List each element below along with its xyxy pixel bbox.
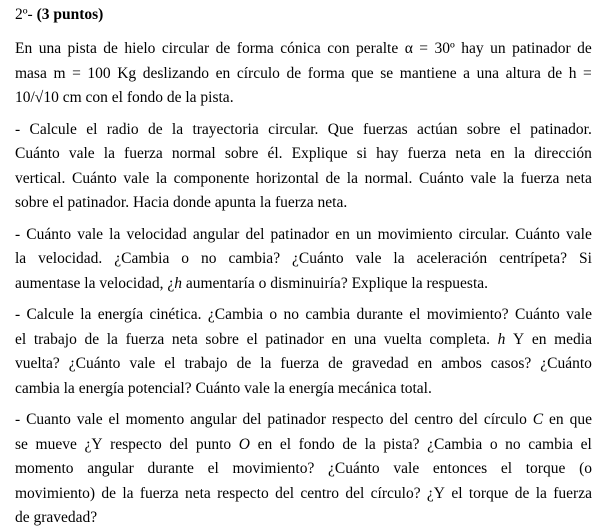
word: respecto	[217, 484, 269, 502]
word: patinador	[267, 411, 326, 428]
question-1-paragraph	[15, 118, 592, 216]
word: de	[547, 64, 563, 82]
word: el	[509, 120, 521, 138]
word: una	[353, 330, 377, 348]
q3-line-3	[15, 352, 592, 377]
word: Cuánto	[71, 169, 117, 187]
word: se	[15, 435, 28, 453]
word: Calcule	[26, 306, 74, 323]
word: entonces	[432, 460, 488, 477]
word: angular	[192, 225, 240, 243]
word	[533, 408, 543, 433]
word: no	[283, 306, 299, 323]
word: si	[356, 145, 367, 162]
word: ambos	[441, 355, 482, 372]
word: la	[513, 145, 526, 162]
question-4-paragraph	[15, 408, 592, 531]
word: ¿Y	[84, 435, 103, 453]
word: Cuánto	[515, 225, 560, 243]
word: sobre	[224, 145, 259, 162]
word: la	[346, 169, 358, 187]
word: vale	[76, 411, 103, 428]
word: una	[476, 64, 500, 82]
word: completa.	[429, 330, 491, 348]
word: forma	[307, 64, 345, 82]
q2-line-2	[15, 247, 592, 272]
q3-line-2	[15, 328, 592, 353]
word: cambia	[305, 306, 351, 323]
word: punto	[195, 435, 232, 453]
word: patinador	[512, 40, 571, 57]
word: vale	[355, 250, 382, 267]
word: a	[463, 64, 471, 82]
word: que	[351, 64, 374, 82]
math-variable: h	[497, 330, 506, 348]
word: sobre	[466, 120, 501, 138]
word: fuerza	[280, 355, 320, 372]
word: el	[15, 330, 27, 348]
word: en	[335, 225, 350, 243]
word: fuerza	[407, 145, 447, 162]
word: ¿Cambia	[114, 250, 170, 267]
word: centro	[300, 484, 340, 502]
word: círculo	[236, 64, 280, 82]
word: movimiento?	[426, 306, 509, 323]
q4-line-1	[15, 408, 592, 433]
word: él.	[267, 145, 283, 162]
word: hielo	[124, 40, 156, 57]
word: angular	[190, 411, 237, 428]
word: mueve	[35, 435, 77, 453]
word: peralte	[356, 40, 399, 57]
word: Y	[513, 330, 525, 348]
word: Cuanto	[26, 411, 71, 428]
word: vale	[68, 145, 95, 162]
word: media	[554, 330, 592, 348]
text-line: de gravedad?	[15, 509, 98, 526]
word: 100	[87, 64, 111, 82]
word: momento	[125, 411, 185, 428]
word: vale	[123, 169, 150, 187]
word: -	[15, 120, 21, 138]
word: en	[531, 330, 547, 348]
problem-number: 2º-	[15, 6, 37, 23]
word: el	[108, 411, 120, 428]
word: ¿Cuánto	[68, 355, 121, 372]
word: el	[279, 435, 291, 453]
word: torque	[468, 484, 509, 502]
word: el	[86, 120, 98, 138]
word: vertical.	[15, 169, 66, 187]
word: patinador.	[530, 120, 592, 138]
word: h	[568, 64, 577, 82]
word: del	[458, 411, 478, 428]
word: circular.	[458, 225, 509, 243]
word: de	[342, 435, 357, 453]
word: del	[169, 435, 189, 453]
word: en	[257, 435, 273, 453]
word: fuerza	[139, 484, 179, 502]
word: ¿Cuánto	[328, 460, 380, 477]
word: se	[380, 64, 394, 82]
word: fuerza	[125, 330, 165, 348]
word: vale	[470, 169, 497, 187]
word: centrípeta?	[499, 250, 568, 267]
word: la	[122, 484, 134, 502]
word: ¿Cambia	[207, 306, 263, 323]
intro-line-1	[15, 37, 592, 62]
word: fuerza	[553, 484, 592, 502]
word: mantiene	[399, 64, 457, 82]
word: trabajo	[184, 355, 228, 372]
word: del	[345, 484, 365, 502]
word: momento	[15, 460, 74, 477]
word: =	[419, 40, 429, 57]
word: la	[103, 145, 115, 162]
word: normal	[171, 145, 216, 162]
word: vale	[129, 355, 156, 372]
word: círculo	[483, 411, 527, 428]
word: o	[181, 250, 190, 267]
q1-line-3	[15, 167, 592, 192]
word: del	[389, 411, 409, 428]
word: ¿Cuánto	[540, 355, 592, 372]
word: En	[15, 40, 33, 57]
word: la	[171, 120, 184, 138]
text-line: cambia la energía potencial? Cuánto vale la energía mecánica total.	[15, 379, 432, 397]
word: cambia?	[228, 250, 281, 267]
word: de	[101, 484, 117, 502]
word: m	[53, 64, 66, 82]
word: una	[38, 40, 62, 57]
word: α	[404, 40, 413, 57]
q4-line-5	[15, 506, 592, 531]
word: de	[577, 40, 592, 57]
word: la	[106, 330, 118, 348]
word: Si	[579, 250, 592, 267]
word: la	[155, 169, 168, 187]
word: hay	[376, 145, 399, 162]
word: movimiento)	[15, 484, 96, 502]
word: patinador	[265, 330, 324, 348]
intro-paragraph	[15, 37, 592, 111]
text-line: aumentase la velocidad, ¿h aumentaría o disminuiría? Explique la respuesta.	[15, 274, 489, 292]
word: de	[236, 355, 252, 372]
word: el	[580, 435, 592, 453]
word: el	[409, 306, 421, 323]
word: Calcule	[29, 120, 77, 138]
word: dirección	[534, 145, 592, 162]
word: movimiento?	[232, 460, 315, 477]
word: no	[505, 435, 521, 453]
word: actúan	[417, 120, 458, 138]
word: el	[500, 460, 513, 477]
q2-line-3	[15, 272, 592, 297]
word: en	[215, 64, 231, 82]
word: de	[325, 169, 341, 187]
word: componente	[173, 169, 250, 187]
word: Que	[327, 120, 354, 138]
problem-heading	[15, 5, 592, 25]
word: de	[215, 40, 231, 57]
word: Kg	[117, 64, 137, 82]
word: de	[286, 64, 302, 82]
word: ¿Cuánto	[292, 250, 344, 267]
word: que	[569, 411, 592, 428]
word: la	[260, 355, 272, 372]
math-variable: C	[532, 411, 544, 428]
word: torque	[525, 460, 566, 477]
problem-points: (3 puntos)	[36, 6, 104, 23]
word: (o	[579, 460, 592, 477]
word: del	[242, 411, 262, 428]
word: la	[502, 169, 515, 187]
word: vuelta?	[15, 355, 60, 372]
word: pista?	[383, 435, 420, 453]
word: de	[514, 484, 530, 502]
word: o	[489, 435, 498, 453]
word: masa	[15, 64, 47, 82]
word: vale	[393, 460, 420, 477]
word: o	[269, 306, 278, 323]
word: =	[72, 64, 81, 82]
word: circular.	[268, 120, 319, 138]
word: aceleración	[416, 250, 488, 267]
word: el	[164, 355, 176, 372]
word: un	[490, 40, 506, 57]
word: en	[549, 411, 564, 428]
word: fondo	[298, 435, 335, 453]
word	[239, 433, 250, 458]
word: la	[80, 306, 92, 323]
word: Cuánto	[26, 225, 72, 243]
word: cónica	[280, 40, 321, 57]
word: angular	[87, 460, 134, 477]
word: la	[535, 484, 547, 502]
q4-line-3	[15, 457, 592, 482]
word: velocidad	[126, 225, 187, 243]
word: vale	[566, 306, 592, 323]
word: cinética.	[149, 306, 202, 323]
word: Cuánto	[515, 306, 560, 323]
text-line: 10/√10 cm con el fondo de la pista.	[15, 89, 234, 106]
word: vuelta	[383, 330, 422, 348]
word: durante	[356, 306, 403, 323]
q4-line-4	[15, 482, 592, 507]
intro-line-3	[15, 86, 592, 111]
word: centro	[414, 411, 454, 428]
word: -	[15, 225, 21, 243]
word: gravedad	[351, 355, 409, 372]
word: hay	[461, 40, 484, 57]
word: 30º	[434, 40, 455, 57]
word: del	[245, 225, 265, 243]
word: de	[328, 355, 343, 372]
q4-line-2	[15, 433, 592, 458]
word: del	[275, 484, 294, 502]
word: la	[109, 225, 121, 243]
q2-line-1	[15, 223, 592, 248]
word: trayectoria	[192, 120, 259, 138]
word: durante	[147, 460, 194, 477]
word: trabajo	[33, 330, 77, 348]
word: fuerzas	[362, 120, 408, 138]
word: fuerza	[124, 145, 163, 162]
word: en	[331, 330, 347, 348]
word: -	[15, 306, 21, 323]
q1-line-2	[15, 142, 592, 167]
word: circular	[161, 40, 210, 57]
question-3-paragraph	[15, 303, 592, 401]
word: Explique	[291, 145, 348, 162]
word: neta	[455, 145, 482, 162]
word: respecto	[331, 411, 384, 428]
word: el	[451, 484, 463, 502]
math-variable: h	[174, 274, 182, 292]
word: ¿Cambia	[427, 435, 483, 453]
word: neta	[171, 330, 198, 348]
word: sobre	[205, 330, 239, 348]
q3-line-1	[15, 303, 592, 328]
word: de	[147, 120, 163, 138]
word: energía	[97, 306, 144, 323]
word: de	[103, 40, 118, 57]
word: normal.	[364, 169, 413, 187]
word: vale	[77, 225, 104, 243]
word: casos?	[490, 355, 532, 372]
word: la	[393, 250, 405, 267]
word: deslizando	[142, 64, 210, 82]
word: ¿Y	[426, 484, 445, 502]
word: altura	[505, 64, 541, 82]
word: -	[15, 411, 21, 428]
problem-sheet	[15, 0, 592, 531]
word: vale	[566, 225, 592, 243]
word: respecto	[110, 435, 162, 453]
word: movimiento	[377, 225, 453, 243]
word: la	[15, 250, 27, 267]
word: forma	[236, 40, 274, 57]
word: neta	[184, 484, 211, 502]
word: fuerza	[520, 169, 560, 187]
q1-line-1	[15, 118, 592, 143]
word: en	[417, 355, 433, 372]
word: cambia	[528, 435, 574, 453]
intro-line-2	[15, 62, 592, 87]
text-line: sobre el patinador. Hacia donde apunta la fuerza neta.	[15, 194, 348, 211]
word: la	[364, 435, 376, 453]
word: no	[200, 250, 217, 267]
question-2-paragraph	[15, 223, 592, 297]
word	[498, 328, 506, 353]
word: en	[490, 145, 505, 162]
word: Cuánto	[15, 145, 60, 162]
word: radio	[106, 120, 139, 138]
word: el	[207, 460, 219, 477]
word: horizontal	[256, 169, 319, 187]
math-variable: O	[238, 435, 250, 453]
word: =	[583, 64, 592, 82]
word: patinador	[270, 225, 330, 243]
word: velocidad.	[38, 250, 103, 267]
q3-line-4	[15, 377, 592, 402]
word: círculo?	[370, 484, 421, 502]
word: Cuánto	[419, 169, 464, 187]
word: pista	[67, 40, 97, 57]
word: con	[327, 40, 350, 57]
word: un	[355, 225, 372, 243]
word: neta	[566, 169, 592, 187]
word: el	[246, 330, 258, 348]
word: de	[84, 330, 100, 348]
q1-line-4	[15, 191, 592, 216]
